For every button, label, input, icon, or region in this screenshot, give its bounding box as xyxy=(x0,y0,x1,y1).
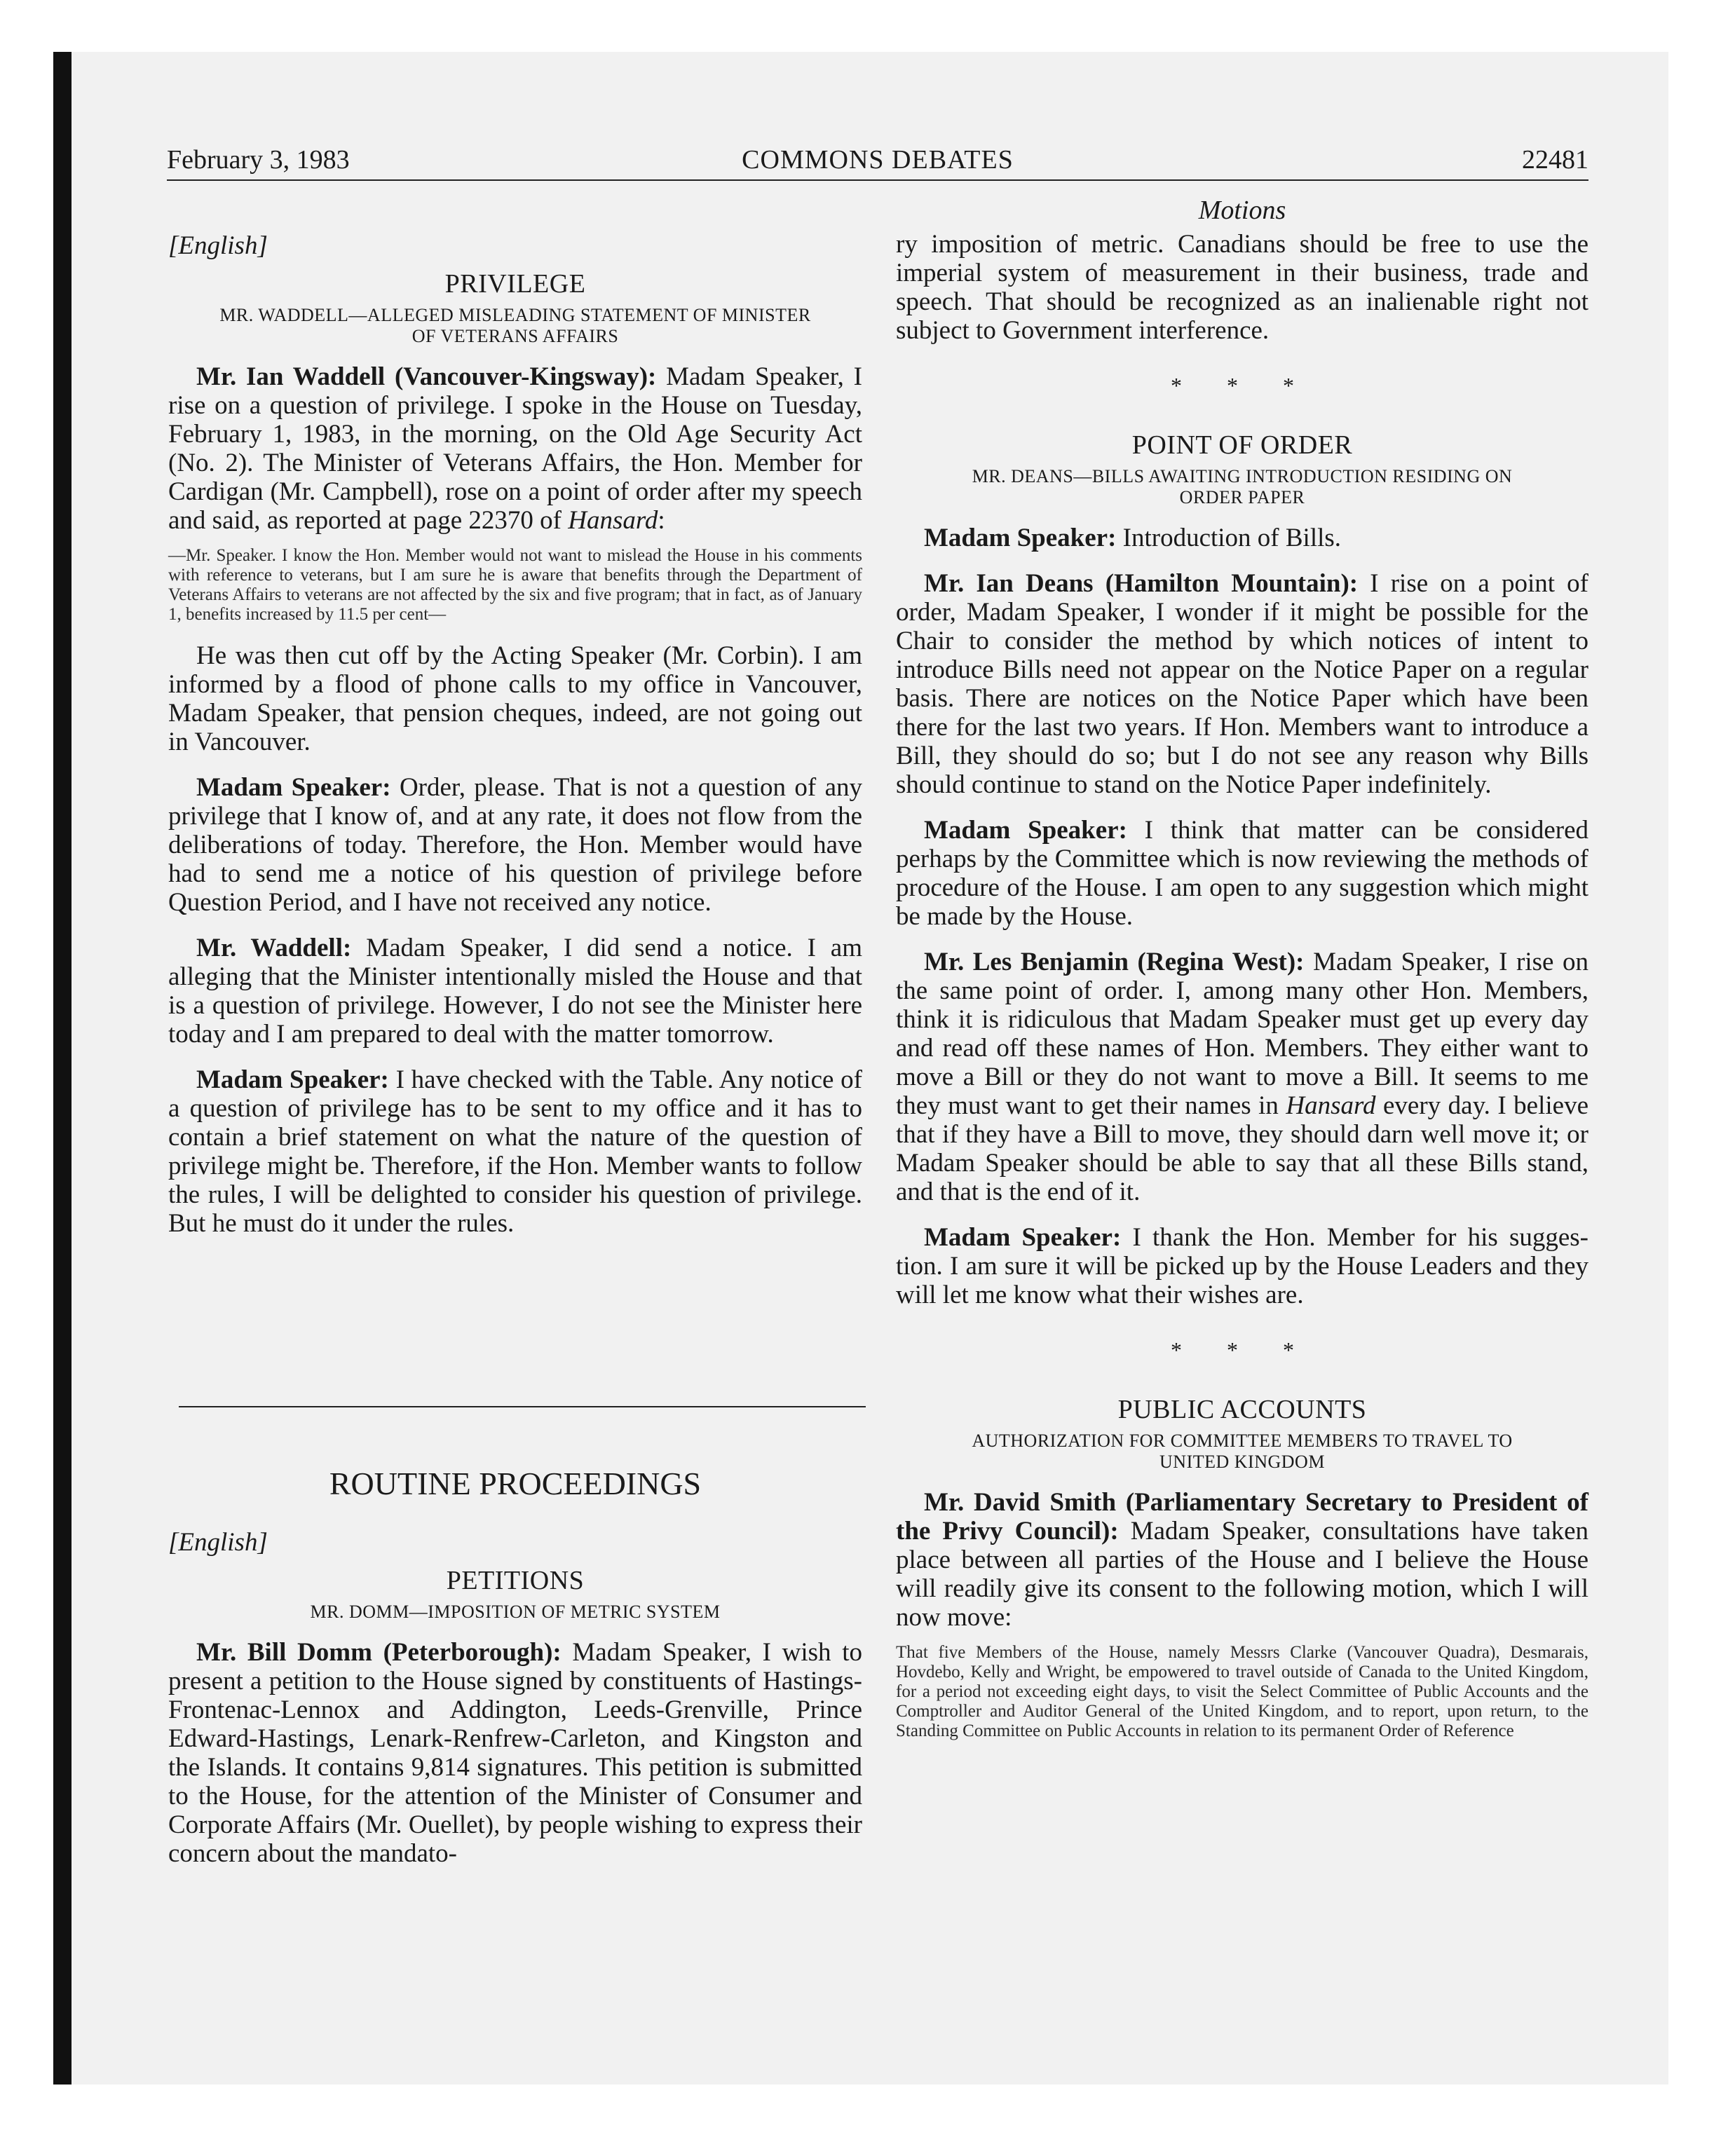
scan-edge-bar xyxy=(53,52,72,2085)
speaker-name: Mr. Bill Domm (Peterborough): xyxy=(196,1638,562,1667)
header-page-number: 22481 xyxy=(1522,145,1588,175)
section-heading-point-of-order: POINT OF ORDER xyxy=(1131,430,1353,460)
section-heading-privilege: PRIVILEGE xyxy=(444,269,586,299)
paragraph-text: I rise on a point of order, Madam Speaker, I wonder if it might be possible for the Chair to consider the method by which notices of intent to introduce Bills need not appear on the Notice Paper on a regular basis. There are notices on the Notice Paper which have been there for the last two years. If Hon. Members want to introduce a Bill, they should do so; but I do not see any reason why Bills should continue to stand on the Notice Paper indefinitely. xyxy=(896,569,1588,799)
speaker-name: Madam Speaker: xyxy=(924,524,1117,552)
section-heading-routine-proceedings: ROUTINE PROCEEDINGS xyxy=(329,1466,702,1501)
language-tag: [English] xyxy=(168,1528,268,1557)
paragraph-speaker-2 xyxy=(168,1065,862,1238)
paragraph-speaker-5 xyxy=(896,1223,1588,1309)
speaker-name: Mr. Les Benjamin (Regina West): xyxy=(924,948,1305,976)
paragraph-text: Madam Speaker, I rise on a question of privilege. I spoke in the House on Tuesday, February 1, 1983, in the morning, on the Old Age Security Act (No. 2). The Minister of Veterans Affairs, the Hon. Member for Cardigan (Mr. Campbell), rose on a point of order after my speech and said, as reported at page 22370 of xyxy=(168,362,862,535)
paragraph-waddell-3 xyxy=(168,934,862,1049)
running-head: Motions xyxy=(1198,196,1286,225)
hansard-title: Hansard xyxy=(1286,1091,1376,1120)
left-column-lower xyxy=(168,1528,862,1868)
hansard-title: Hansard xyxy=(568,506,658,535)
header-date: February 3, 1983 xyxy=(167,145,350,175)
section-divider xyxy=(179,1406,866,1407)
paragraph-text: I thank the Hon. Member for his sugges-tion. I am sure it will be picked up by the House Leaders and they will let me know what their wishes are. xyxy=(896,1223,1588,1309)
paragraph-text-end: every day. I believe that if they have a Bill to move, they should darn well move it; or Madam Speaker should be able to say that all these Bills stand, and that is the end of it. xyxy=(896,1091,1588,1206)
motion-text: That five Members of the House, namely Messrs Clarke (Vancouver Quadra), Desmarais, Hovdebo, Kelly and Wright, be empowered to travel outside of Canada to the United Kingdom, for a period not exceeding eight days, to visit the Select Committee of Public Accounts and the Comptroller and Auditor General of the United Kingdom, and to report, upon return, to the Standing Committee on Public Accounts in relation to its permanent Order of Reference xyxy=(896,1643,1588,1740)
paragraph-text: Madam Speaker, I did send a notice. I am alleging that the Minister intentionally misled the House and that is a question of privilege. However, I do not see the Minister here today and I am prepared to deal with the matter tomorrow. xyxy=(168,934,862,1049)
speaker-name: Mr. David Smith (Parliamentary Secretary to President of the Privy Council): xyxy=(896,1488,1588,1546)
paragraph-text: Order, please. That is not a question of any privilege that I know of, and at any rate, it does not flow from the deliberations of today. Therefore, the Hon. Member would have had to send me a notice of his question of privilege before Question Period, and I have not received any notice. xyxy=(168,773,862,917)
section-separator-stars: * * * xyxy=(1171,1337,1314,1363)
subheading-domm: MR. DOMM—IMPOSITION OF METRIC SYSTEM xyxy=(310,1602,721,1622)
language-tag: [English] xyxy=(168,231,268,260)
paragraph-text-end: : xyxy=(658,506,665,535)
speaker-name: Madam Speaker: xyxy=(924,816,1127,845)
paragraph-speaker-4 xyxy=(896,816,1588,931)
section-heading-petitions: PETITIONS xyxy=(446,1566,585,1595)
paragraph-domm xyxy=(168,1638,862,1868)
paragraph-text: Introduction of Bills. xyxy=(1116,524,1342,552)
block-quote: —Mr. Speaker. I know the Hon. Member would not want to mislead the House in his comments with reference to veterans, but I am sure he is aware that benefits through the Department of Veterans Affairs to veterans are not affected by the six and five program; that in fact, as of January 1, benefits increased by 11.5 per cent— xyxy=(168,546,862,624)
paragraph-benjamin xyxy=(896,948,1588,1206)
section-heading-public-accounts: PUBLIC ACCOUNTS xyxy=(1117,1395,1367,1424)
speaker-name: Madam Speaker: xyxy=(196,1065,389,1094)
paragraph-text: Madam Speaker, I rise on the same point of order. I, among many other Hon. Members, think it is ridiculous that Madam Speaker must get up every day and read off these names of Hon. Members. They either want to move a Bill or they do not want to move a Bill. It seems to me they must want to get their names in xyxy=(896,948,1589,1120)
paragraph-domm-continued: ry imposition of metric. Canadians should be free to use the imperial system of measurement in their business, trade and speech. That should be recognized as an inalienable right not subject to Government interference. xyxy=(896,230,1588,345)
paragraph-waddell-2: He was then cut off by the Acting Speaker (Mr. Corbin). I am informed by a flood of phone calls to my office in Vancouver, Madam Speaker, that pension cheques, indeed, are not going out in Vancouver. xyxy=(168,641,862,756)
paragraph-speaker-3 xyxy=(896,524,1588,552)
left-column xyxy=(168,231,862,1238)
speaker-name: Madam Speaker: xyxy=(924,1223,1122,1252)
paragraph-text: I have checked with the Table. Any notice of a question of privilege has to be sent to my office and it has to contain a brief statement on what the nature of the question of privilege might be. Therefore, if the Hon. Member wants to follow the rules, I will be delighted to consider his question of privilege. But he must do it under the rules. xyxy=(168,1065,862,1238)
paragraph-text: Madam Speaker, consultations have taken place between all parties of the House and I believe the House will readily give its consent to the following motion, which I will now move: xyxy=(896,1517,1588,1632)
right-column xyxy=(896,230,1588,1755)
paragraph-text: Madam Speaker, I wish to present a petition to the House signed by constituents of Hastings-Frontenac-Lennox and Addington, Leeds-Grenville, Prince Edward-Hastings, Lenark-Renfrew-Carleton, and Kingston and the Islands. It contains 9,814 signatures. This petition is submitted to the House, for the attention of the Minister of Consumer and Corporate Affairs (Mr. Ouellet), by people wishing to express their concern about the mandato- xyxy=(168,1638,862,1868)
page-header xyxy=(167,143,1588,181)
subheading-deans: MR. DEANS—BILLS AWAITING INTRODUCTION RESIDING ON ORDER PAPER xyxy=(972,466,1513,507)
paragraph-deans xyxy=(896,569,1588,799)
speaker-name: Mr. Ian Deans (Hamilton Mountain): xyxy=(924,569,1359,598)
paragraph-waddell-1 xyxy=(168,362,862,535)
subheading-travel-authorization: AUTHORIZATION FOR COMMITTEE MEMBERS TO TRAVEL TO UNITED KINGDOM xyxy=(972,1431,1513,1472)
speaker-name: Mr. Ian Waddell (Vancouver-Kingsway): xyxy=(196,362,657,391)
section-separator-stars: * * * xyxy=(1171,373,1314,398)
paragraph-smith xyxy=(896,1488,1588,1632)
speaker-name: Madam Speaker: xyxy=(196,773,391,802)
paragraph-text: I think that matter can be considered perhaps by the Committee which is now reviewing the methods of procedure of the House. I am open to any suggestion which might be made by the House. xyxy=(896,816,1588,931)
speaker-name: Mr. Waddell: xyxy=(196,934,352,962)
header-title: COMMONS DEBATES xyxy=(742,145,1014,175)
paragraph-speaker-1 xyxy=(168,773,862,917)
subheading-waddell: MR. WADDELL—ALLEGED MISLEADING STATEMENT OF MINISTER OF VETERANS AFFAIRS xyxy=(219,305,811,346)
